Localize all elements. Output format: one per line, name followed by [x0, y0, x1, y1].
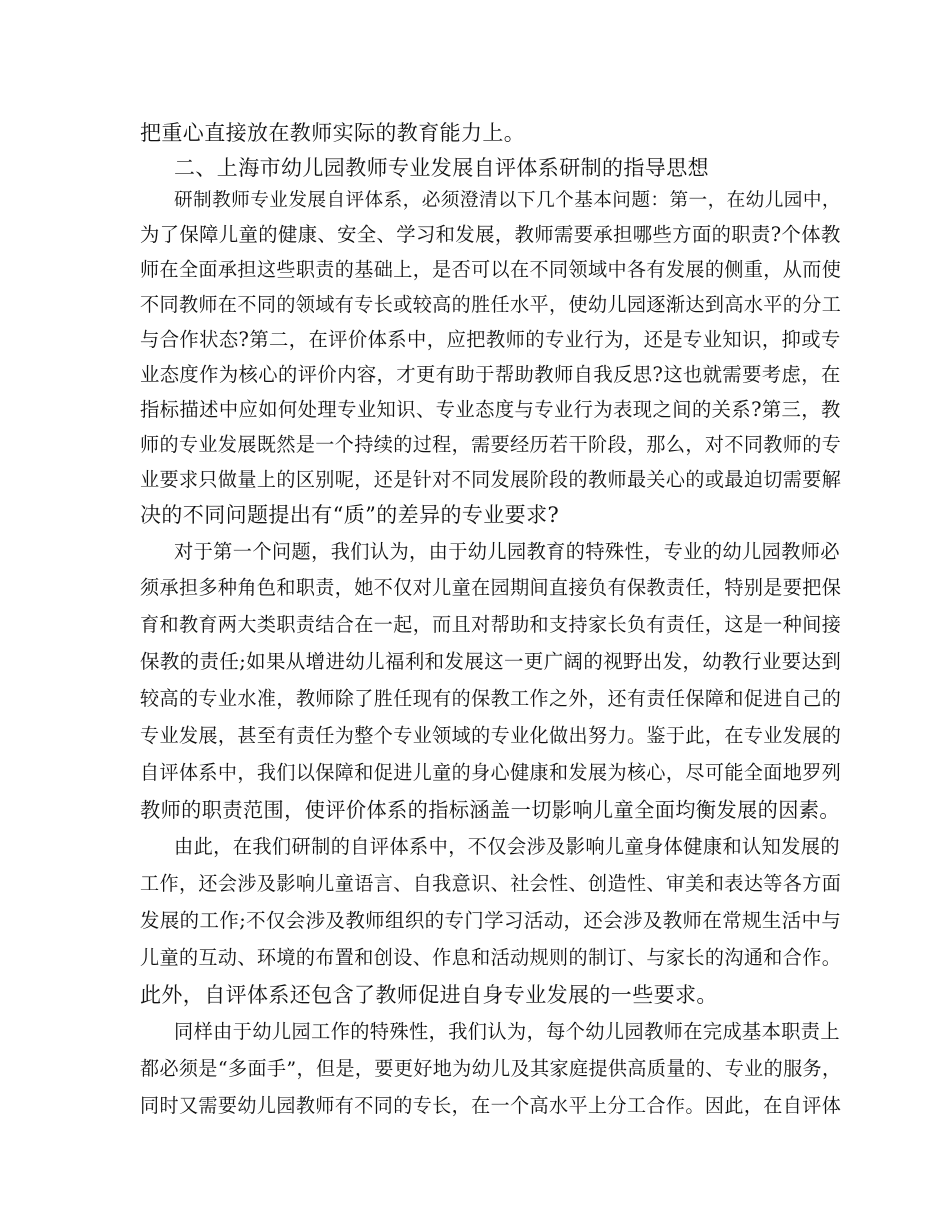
text-line: 业要求只做量上的区别呢，还是针对不同发展阶段的教师最关心的或最迫切需要解	[140, 468, 842, 491]
text-line: 自评体系中，我们以保障和促进儿童的身心健康和发展为核心，尽可能全面地罗列	[140, 761, 842, 784]
text-line: 教师的职责范围，使评价体系的指标涵盖一切影响儿童全面均衡发展的因素。	[140, 798, 840, 822]
text-line: 把重心直接放在教师实际的教育能力上。	[140, 121, 526, 145]
text-line: 决的不同问题提出有“质”的差异的专业要求?	[140, 503, 560, 527]
text-line: 较高的专业水准，教师除了胜任现有的保教工作之外，还有责任保障和促进自己的	[140, 687, 842, 710]
text-line: 由此，在我们研制的自评体系中，不仅会涉及影响儿童身体健康和认知发展的	[174, 835, 840, 858]
text-line: 不同教师在不同的领域有专长或较高的胜任水平，使幼儿园逐渐达到高水平的分工	[140, 293, 842, 316]
text-line: 专业发展，甚至有责任为整个专业领域的专业化做出努力。鉴于此，在专业发展的	[140, 724, 842, 747]
text-line: 研制教师专业发展自评体系，必须澄清以下几个基本问题：第一，在幼儿园中，	[174, 190, 841, 211]
text-line: 儿童的互动、环境的布置和创设、作息和活动规则的制订、与家长的沟通和合作。	[140, 946, 842, 969]
text-line: 保教的责任;如果从增进幼儿福利和发展这一更广阔的视野出发，幼教行业要达到	[140, 650, 842, 673]
text-line: 都必须是“多面手”，但是，要更好地为幼儿及其家庭提供高质量的、专业的服务，	[140, 1058, 842, 1080]
text-line: 同时又需要幼儿园教师有不同的专长，在一个高水平上分工合作。因此，在自评体	[140, 1094, 842, 1117]
text-line: 指标描述中应如何处理专业知识、专业态度与专业行为表现之间的关系?第三，教	[140, 398, 841, 421]
text-line: 发展的工作;不仅会涉及教师组织的专门学习活动，还会涉及教师在常规生活中与	[140, 909, 842, 932]
text-line: 师的专业发展既然是一个持续的过程，需要经历若干阶段，那么，对不同教师的专	[140, 433, 842, 456]
text-line: 工作，还会涉及影响儿童语言、自我意识、社会性、创造性、审美和表达等各方面	[140, 872, 842, 895]
text-line: 此外，自评体系还包含了教师促进自身专业发展的一些要求。	[140, 983, 718, 1007]
text-line: 业态度作为核心的评价内容，才更有助于帮助教师自我反思?这也就需要考虑，在	[140, 363, 841, 386]
section-heading: 二、上海市幼儿园教师专业发展自评体系研制的指导思想	[174, 156, 709, 180]
text-line: 对于第一个问题，我们认为，由于幼儿园教育的特殊性，专业的幼儿园教师必	[174, 540, 840, 563]
text-line: 育和教育两大类职责结合在一起，而且对帮助和支持家长负有责任，这是一种间接	[140, 613, 842, 636]
text-line: 须承担多种角色和职责，她不仅对儿童在园期间直接负有保教责任，特别是要把保	[140, 576, 842, 599]
text-line: 同样由于幼儿园工作的特殊性，我们认为，每个幼儿园教师在完成基本职责上	[174, 1020, 840, 1043]
text-line: 师在全面承担这些职责的基础上，是否可以在不同领域中各有发展的侧重，从而使	[140, 258, 842, 281]
text-line: 与合作状态?第二，在评价体系中，应把教师的专业行为，还是专业知识，抑或专	[140, 328, 841, 351]
text-line: 为了保障儿童的健康、安全、学习和发展，教师需要承担哪些方面的职责?个体教	[140, 223, 841, 246]
